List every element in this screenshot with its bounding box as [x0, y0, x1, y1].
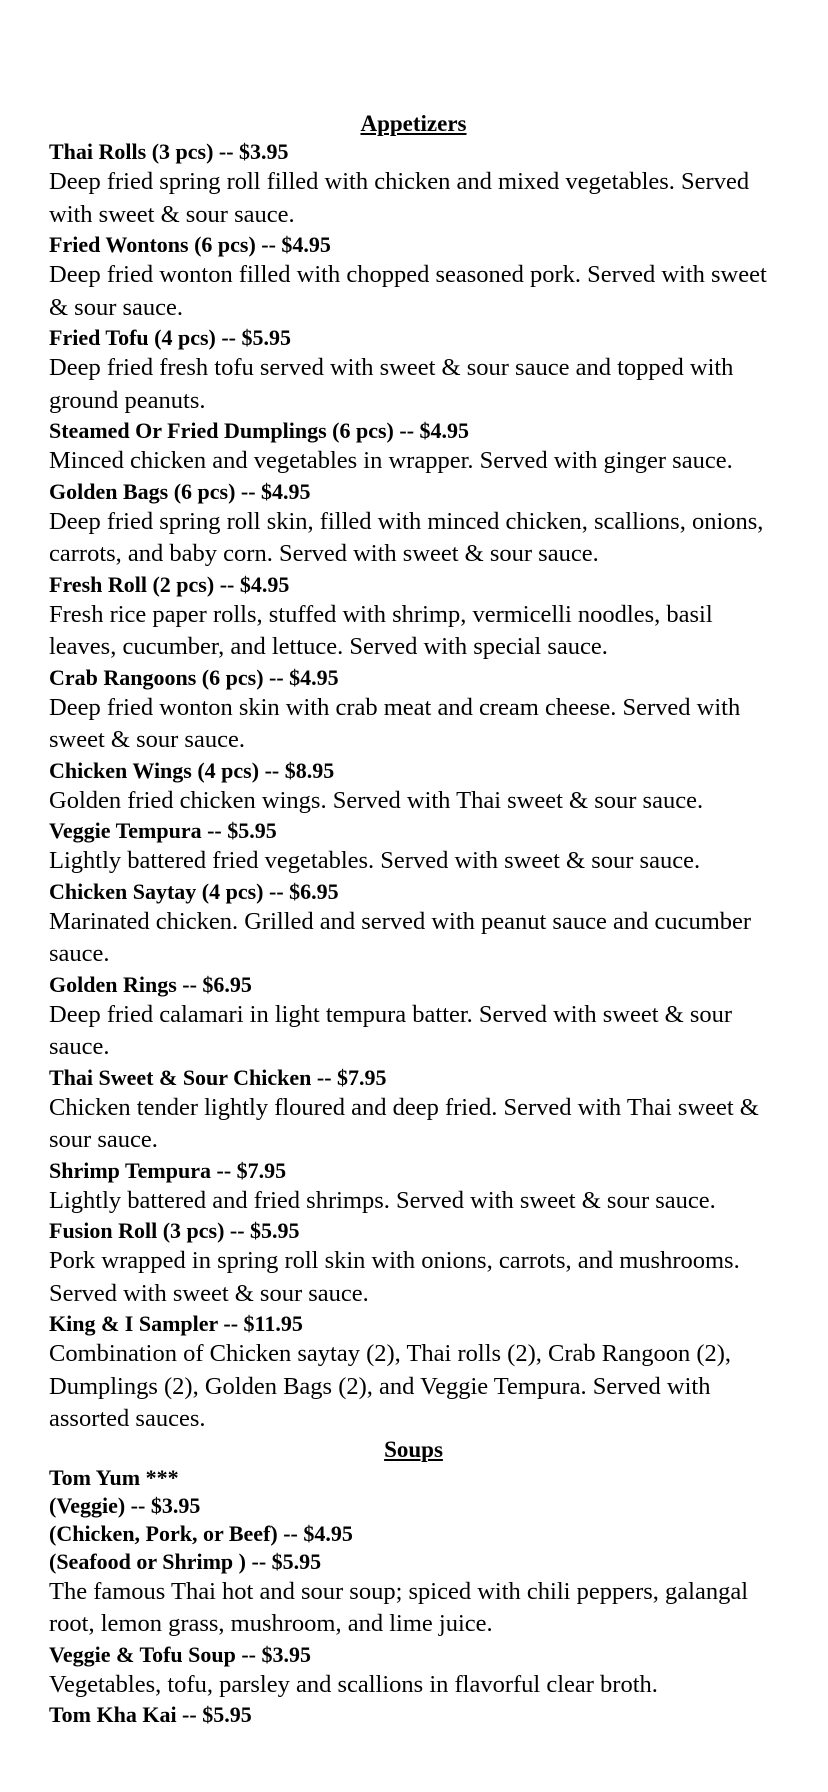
menu-item — [49, 757, 778, 818]
menu-item — [49, 664, 778, 757]
item-description: Pork wrapped in spring roll skin with onions, carrots, and mushrooms. Served with sweet & sour sauce. — [49, 1247, 740, 1307]
appetizer-list — [49, 138, 778, 1436]
item-name: Golden Rings -- $6.95 — [49, 971, 252, 997]
item-name: Tom Yum *** — [49, 1464, 179, 1490]
item-description: Lightly battered and fried shrimps. Served with sweet & sour sauce. — [49, 1186, 716, 1214]
menu-item — [49, 878, 778, 971]
item-description: Deep fried wonton filled with chopped seasoned pork. Served with sweet & sour sauce. — [49, 261, 767, 321]
menu-item — [49, 1157, 778, 1218]
item-name: Thai Rolls (3 pcs) -- $3.95 — [49, 139, 289, 164]
item-name: Steamed Or Fried Dumplings (6 pcs) -- $4.95 — [49, 418, 470, 443]
item-description: Deep fried wonton skin with crab meat and cream cheese. Served with sweet & sour sauce. — [49, 693, 741, 753]
menu-item-tom-yum — [49, 1464, 778, 1641]
item-name: Fried Tofu (4 pcs) -- $5.95 — [49, 325, 291, 350]
price-option: (Veggie) -- $3.95 — [49, 1492, 201, 1518]
item-name: Chicken Saytay (4 pcs) -- $6.95 — [49, 878, 339, 904]
item-name: Fusion Roll (3 pcs) -- $5.95 — [49, 1218, 300, 1243]
menu-item — [49, 1310, 778, 1436]
item-description: Combination of Chicken saytay (2), Thai rolls (2), Crab Rangoon (2), Dumplings (2), Golden Bags (2), and Veggie Tempura. Served with assorted sauces. — [49, 1340, 732, 1432]
item-name: Tom Kha Kai -- $5.95 — [49, 1702, 252, 1727]
item-description: Golden fried chicken wings. Served with Thai sweet & sour sauce. — [49, 786, 704, 814]
soup-list — [49, 1464, 778, 1730]
item-description: Deep fried spring roll skin, filled with minced chicken, scallions, onions, carrots, and baby corn. Served with sweet & sour sauce. — [49, 507, 764, 567]
menu-item — [49, 971, 778, 1064]
item-description: Vegetables, tofu, parsley and scallions in flavorful clear broth. — [49, 1670, 658, 1698]
item-description: Deep fried fresh tofu served with sweet & sour sauce and topped with ground peanuts. — [49, 354, 734, 414]
item-description: Fresh rice paper rolls, stuffed with shrimp, vermicelli noodles, basil leaves, cucumber, and lettuce. Served with special sauce. — [49, 600, 713, 660]
item-name: Veggie & Tofu Soup -- $3.95 — [49, 1641, 312, 1667]
menu-item — [49, 817, 778, 878]
item-name: King & I Sampler -- $11.95 — [49, 1311, 303, 1336]
item-name: Shrimp Tempura -- $7.95 — [49, 1157, 287, 1183]
item-description: Deep fried spring roll filled with chicken and mixed vegetables. Served with sweet & sour sauce. — [49, 168, 750, 228]
appetizers-heading: Appetizers — [360, 111, 467, 136]
item-name: Crab Rangoons (6 pcs) -- $4.95 — [49, 664, 339, 690]
menu-item — [49, 324, 778, 417]
price-option: (Chicken, Pork, or Beef) -- $4.95 — [49, 1520, 353, 1546]
item-name: Thai Sweet & Sour Chicken -- $7.95 — [49, 1064, 387, 1090]
item-name: Veggie Tempura -- $5.95 — [49, 818, 277, 843]
item-name: Fresh Roll (2 pcs) -- $4.95 — [49, 571, 290, 597]
price-option: (Seafood or Shrimp ) -- $5.95 — [49, 1548, 322, 1574]
item-name: Chicken Wings (4 pcs) -- $8.95 — [49, 757, 335, 783]
item-description: Deep fried calamari in light tempura batter. Served with sweet & sour sauce. — [49, 1000, 733, 1060]
item-name: Golden Bags (6 pcs) -- $4.95 — [49, 478, 311, 504]
item-name: Fried Wontons (6 pcs) -- $4.95 — [49, 232, 331, 257]
menu-item — [49, 478, 778, 571]
item-description: Marinated chicken. Grilled and served with peanut sauce and cucumber sauce. — [49, 907, 752, 967]
item-description: Minced chicken and vegetables in wrapper. Served with ginger sauce. — [49, 447, 733, 474]
menu-item — [49, 1641, 778, 1702]
item-description: Lightly battered fried vegetables. Served with sweet & sour sauce. — [49, 847, 701, 874]
item-description: The famous Thai hot and sour soup; spiced with chili peppers, galangal root, lemon grass, mushroom, and lime juice. — [49, 1577, 749, 1637]
menu-item — [49, 1217, 778, 1310]
menu-item — [49, 1701, 778, 1729]
menu-item — [49, 138, 778, 231]
item-description: Chicken tender lightly floured and deep fried. Served with Thai sweet & sour sauce. — [49, 1093, 759, 1153]
soups-heading: Soups — [384, 1436, 443, 1462]
menu-item — [49, 417, 778, 478]
menu-item — [49, 1064, 778, 1157]
menu-item — [49, 231, 778, 324]
menu-item — [49, 571, 778, 664]
